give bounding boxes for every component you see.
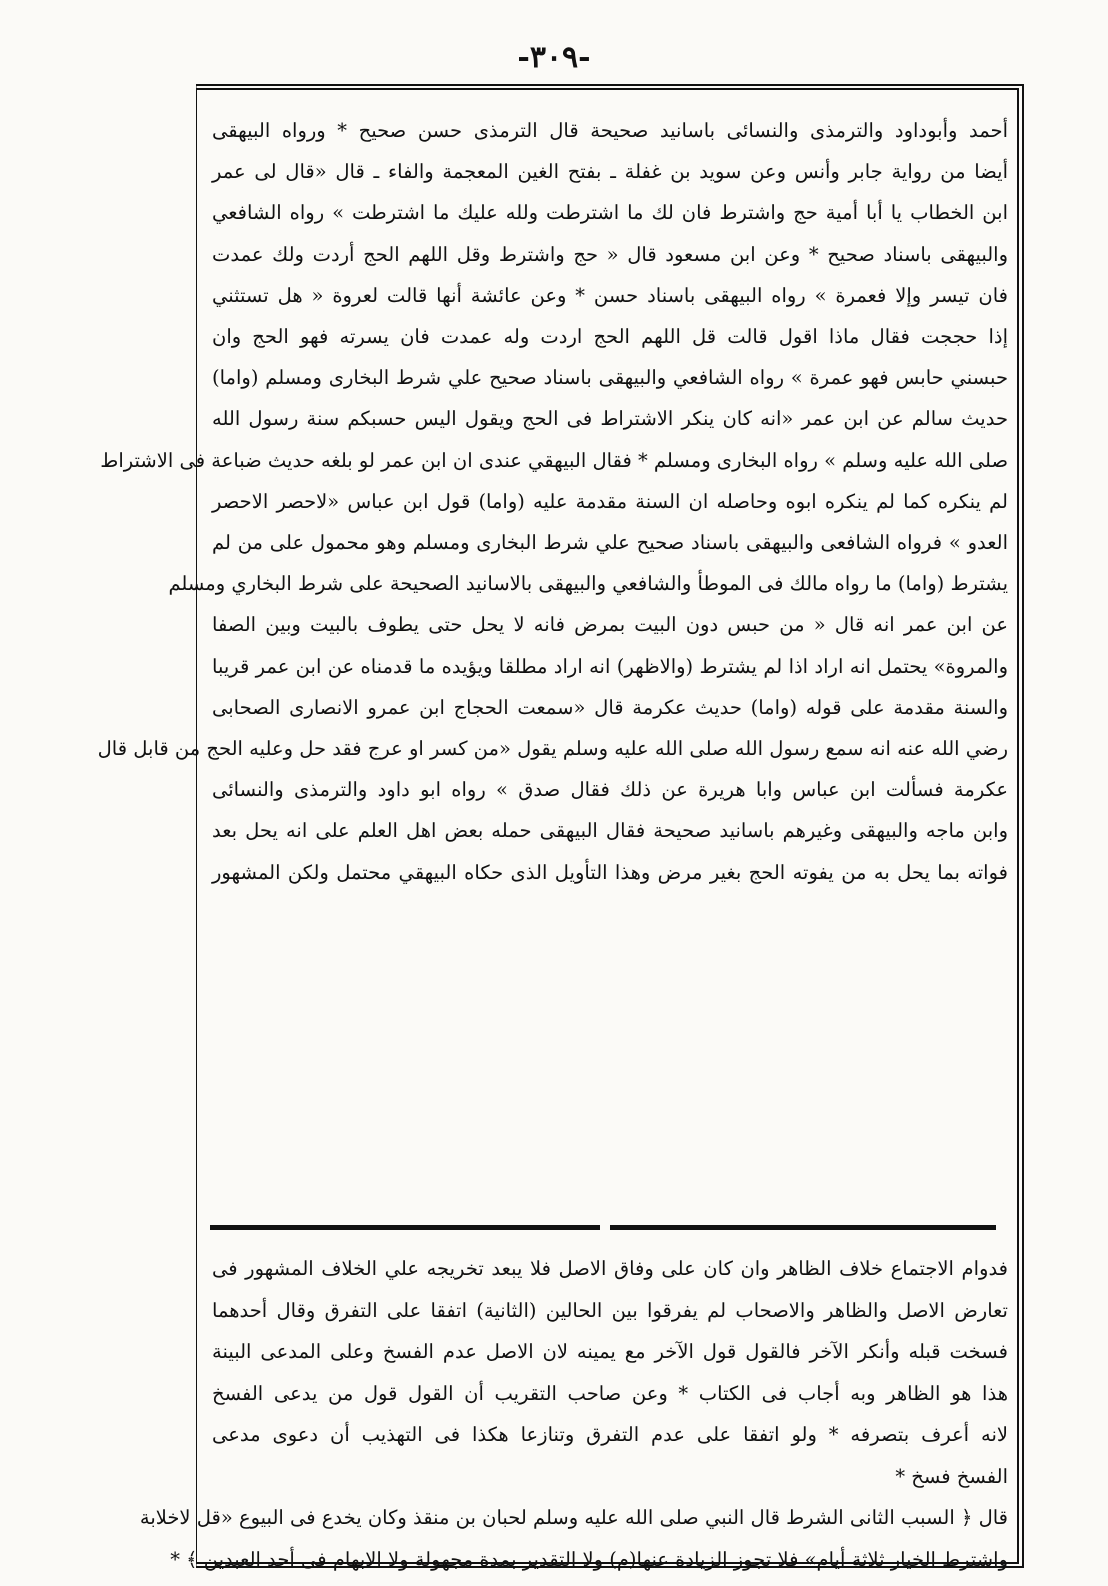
commentary-text-block xyxy=(139,1248,1008,1580)
commentary-line: قال ﴿ السبب الثانى الشرط قال النبي صلى الله عليه وسلم لحبان بن منقذ وكان يخدع فى البيوع «قل لاخلابة xyxy=(139,1506,1008,1529)
main-line: والمروة» يحتمل انه اراد اذا لم يشترط (والاظهر) انه اراد مطلقا ويؤيده ما قدمناه عن ابن عمر قريبا xyxy=(212,654,1008,678)
commentary-line: لانه أعرف بتصرفه * ولو اتفقا على عدم التفرق وتنازعا هكذا فى التهذيب أن دعوى مدعى xyxy=(212,1423,1008,1446)
main-line: أحمد وأبوداود والترمذى والنسائى باسانيد صحيحة قال الترمذى حسن صحيح * ورواه البيهقى xyxy=(212,119,1008,142)
main-line: حديث سالم عن ابن عمر «انه كان ينكر الاشتراط فى الحج ويقول اليس حسبكم سنة رسول الله xyxy=(212,407,1008,431)
main-line: أيضا من رواية جابر وأنس وعن سويد بن غفلة ـ بفتح الغين المعجمة والفاء ـ قال «قال لى عمر xyxy=(212,160,1008,184)
main-line: ابن الخطاب يا أبا أمية حج واشترط فان لك ما اشترطت ولله عليك ما اشترطت » رواه الشافعي xyxy=(212,201,1008,225)
main-line: والسنة مقدمة على قوله (واما) حديث عكرمة قال «سمعت الحجاج ابن عمرو الانصارى الصحابى xyxy=(212,695,1008,719)
main-line: يشترط (واما) ما رواه مالك فى الموطأ والشافعي والبيهقى بالاسانيد الصحيحة على شرط البخاري ومسلم xyxy=(168,572,1008,596)
main-line: رضي الله عنه انه سمع رسول الله صلى الله عليه وسلم يقول «من كسر او عرج فقد حل وعليه الحج من قابل قال xyxy=(97,737,1008,761)
main-line: صلى الله عليه وسلم » رواه البخارى ومسلم * فقال البيهقي عندى ان ابن عمر لو بلغه حديث ضباعة فى الاشتراط xyxy=(100,448,1008,472)
main-line: عن ابن عمر انه قال « من حبس دون البيت بمرض فانه لا يحل حتى يطوف بالبيت وبين الصفا xyxy=(212,613,1008,637)
main-line: العدو » فرواه الشافعى والبيهقى باسناد صحيح علي شرط البخارى ومسلم وهو محمول على من لم xyxy=(212,531,1008,555)
main-line: فان تيسر وإلا فعمرة » رواه البيهقى باسناد حسن * وعن عائشة أنها قالت لعروة « هل تستثني xyxy=(212,283,1008,307)
main-line: والبيهقى باسناد صحيح * وعن ابن مسعود قال « حج واشترط وقل اللهم الحج أردت ولك عمدت xyxy=(212,242,1008,266)
commentary-line: فدوام الاجتماع خلاف الظاهر وان كان على وفاق الاصل فلا يبعد تخريجه علي الخلاف المشهور فى xyxy=(212,1257,1008,1280)
commentary-line: تعارض الاصل والظاهر والاصحاب لم يفرقوا بين الحالين (الثانية) اتفقا على التفرق وقال أحدهما xyxy=(212,1298,1008,1322)
main-line: وابن ماجه والبيهقى وغيرهم باسانيد صحيحة فقال البيهقى حمله بعض اهل العلم على انه يحل بعد xyxy=(212,819,1008,843)
commentary-line: هذا هو الظاهر وبه أجاب فى الكتاب * وعن صاحب التقريب أن القول قول من يدعى الفسخ xyxy=(212,1381,1008,1405)
commentary-line: الفسخ فسخ * xyxy=(895,1464,1008,1488)
section-divider-right xyxy=(610,1225,996,1230)
main-text-block xyxy=(97,110,1008,893)
section-divider-left xyxy=(210,1225,600,1230)
commentary-line: فسخت قبله وأنكر الآخر فالقول قول الآخر مع يمينه لان الاصل عدم الفسخ وعلى المدعى البينة xyxy=(212,1340,1008,1363)
main-line: عكرمة فسألت ابن عباس وابا هريرة عن ذلك فقال صدق » رواه ابو داود والترمذى والنسائى xyxy=(212,778,1008,802)
commentary-line: واشترط الخيار ثلاثة أيام» فلا تجوز الزيادة عنها(م) ولا التقدير بمدة مجهولة ولا الابهام فى أحد العبدين ﴾ * xyxy=(170,1547,1008,1571)
main-line: حبسني حابس فهو عمرة » رواه الشافعي والبيهقى باسناد صحيح علي شرط البخارى ومسلم (واما) xyxy=(212,366,1008,390)
main-line: إذا حججت فقال ماذا اقول قالت قل اللهم الحج اردت وله عمدت فان يسرته فهو الحج وان xyxy=(212,325,1008,349)
main-line: فواته بما يحل به من يفوته الحج بغير مرض وهذا التأويل الذى حكاه البيهقي محتمل ولكن المشهور xyxy=(212,860,1008,884)
page-number: -٣٠٩- xyxy=(517,40,591,75)
main-line: لم ينكره كما لم ينكره ابوه وحاصله ان السنة مقدمة عليه (واما) قول ابن عباس «لاحصر الاحصر xyxy=(212,489,1008,513)
